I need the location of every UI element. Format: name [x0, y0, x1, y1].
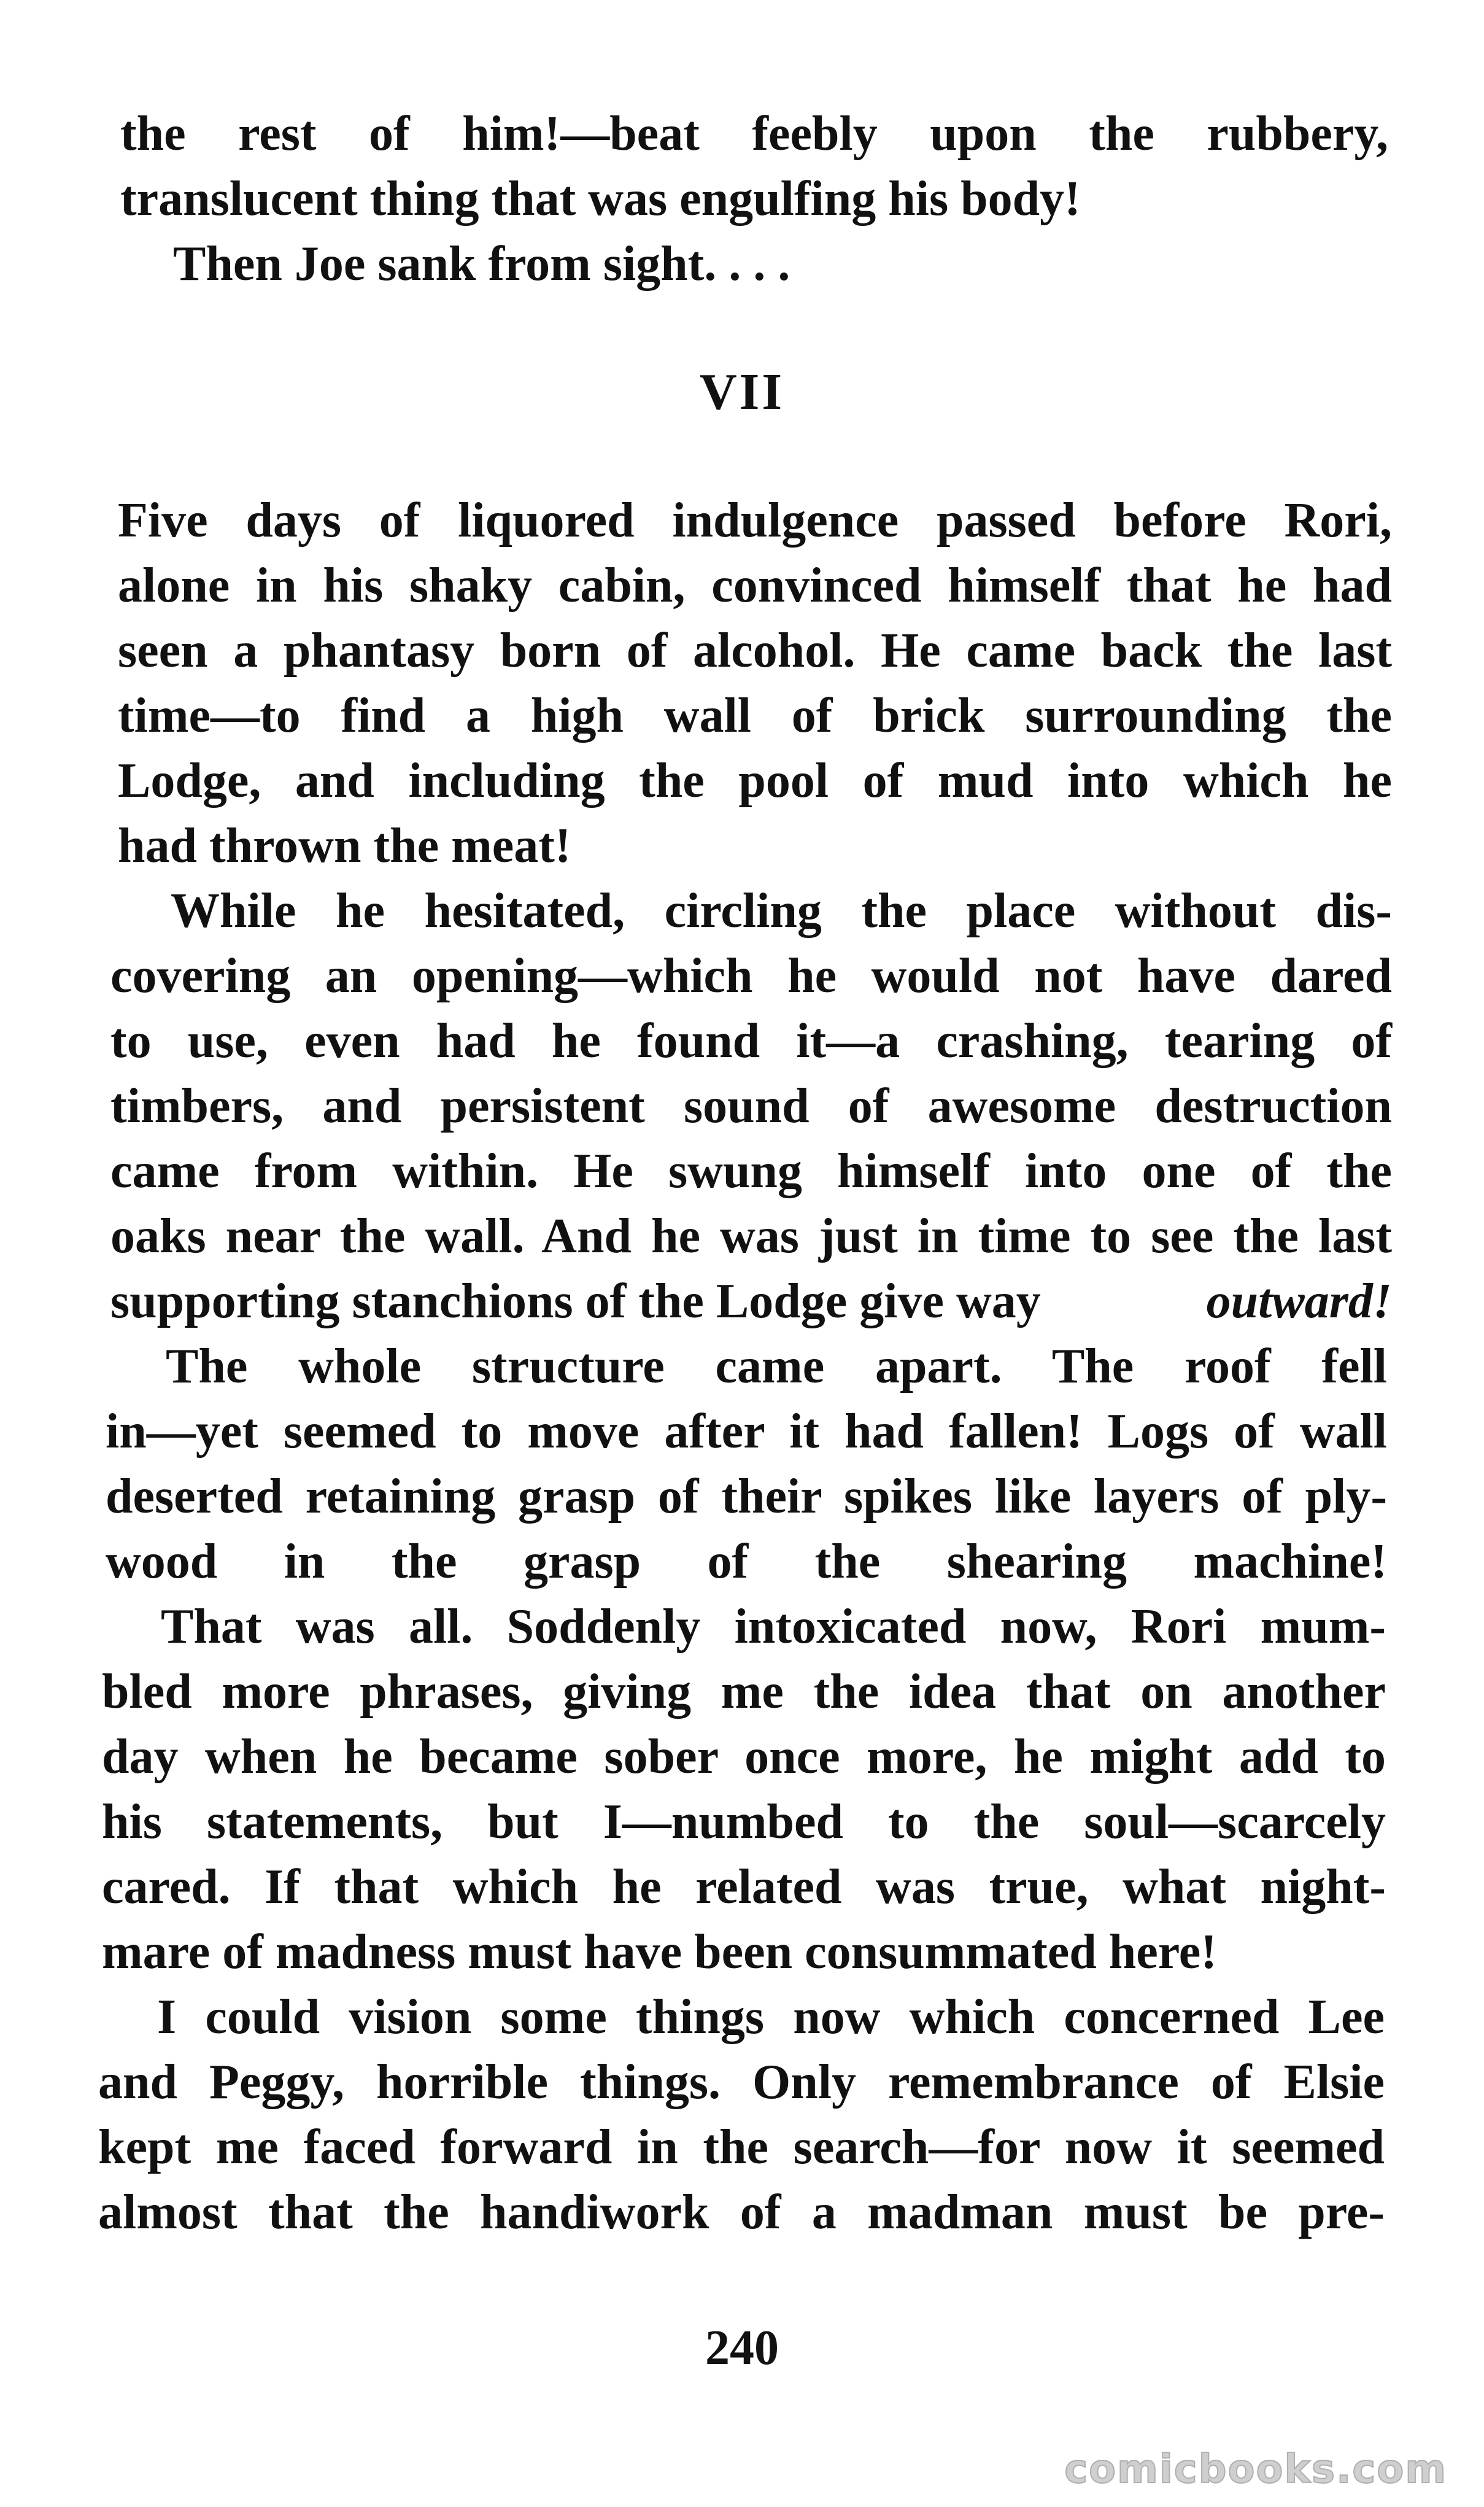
text-line: oaks near the wall. And he was just in time to see the last	[110, 1209, 1392, 1263]
text-line: his statements, but I—numbed to the soul—scarcely	[102, 1795, 1386, 1849]
page-number: 240	[705, 2321, 779, 2375]
text-line: almost that the handiwork of a madman must be pre-	[98, 2185, 1385, 2239]
text-line: day when he became sober once more, he might add to	[102, 1730, 1386, 1784]
text-line: Then Joe sank from sight. . . .	[173, 237, 790, 291]
text-line: timbers, and persistent sound of awesome destruction	[110, 1079, 1392, 1133]
text-line: Lodge, and including the pool of mud into which he	[118, 754, 1392, 808]
text-line: wood in the grasp of the shearing machine!	[106, 1535, 1387, 1589]
text-line: Five days of liquored indulgence passed before Rori,	[118, 494, 1392, 548]
italic-word: outward!	[1206, 1274, 1392, 1328]
text-line: and Peggy, horrible things. Only remembrance of Elsie	[98, 2055, 1385, 2109]
text-line: The whole structure came apart. The roof fell	[166, 1339, 1387, 1393]
text-line: translucent thing that was engulfing his body!	[120, 172, 1081, 226]
text-line: alone in his shaky cabin, convinced himself that he had	[118, 559, 1392, 613]
text-line: to use, even had he found it—a crashing, tearing of	[110, 1014, 1392, 1068]
text-line: kept me faced forward in the search—for now it seemed	[98, 2120, 1385, 2174]
text-line-main: supporting stanchions of the Lodge give way	[110, 1274, 1041, 1328]
text-line: had thrown the meat!	[118, 819, 571, 873]
text-line: deserted retaining grasp of their spikes like layers of ply-	[106, 1470, 1387, 1524]
text-line: That was all. Soddenly intoxicated now, Rori mum-	[161, 1600, 1386, 1654]
text-line: cared. If that which he related was true, what night-	[102, 1860, 1386, 1914]
text-line: the rest of him!—beat feebly upon the rubbery,	[120, 107, 1388, 161]
text-line: mare of madness must have been consummated here!	[102, 1925, 1217, 1979]
watermark: comicbooks.com	[1064, 2447, 1447, 2492]
text-line: bled more phrases, giving me the idea that on another	[102, 1665, 1386, 1719]
text-line: seen a phantasy born of alcohol. He came back the last	[118, 624, 1392, 678]
text-line: came from within. He swung himself into one of the	[110, 1144, 1392, 1198]
text-line: covering an opening—which he would not have dared	[110, 949, 1392, 1003]
text-line	[110, 1272, 1392, 1331]
text-line: I could vision some things now which concerned Lee	[157, 1990, 1385, 2044]
text-line: While he hesitated, circling the place without dis-	[171, 884, 1392, 938]
text-line: in—yet seemed to move after it had fallen! Logs of wall	[106, 1405, 1387, 1459]
chapter-heading: VII	[699, 363, 785, 420]
text-line: time—to find a high wall of brick surrounding the	[118, 689, 1392, 743]
